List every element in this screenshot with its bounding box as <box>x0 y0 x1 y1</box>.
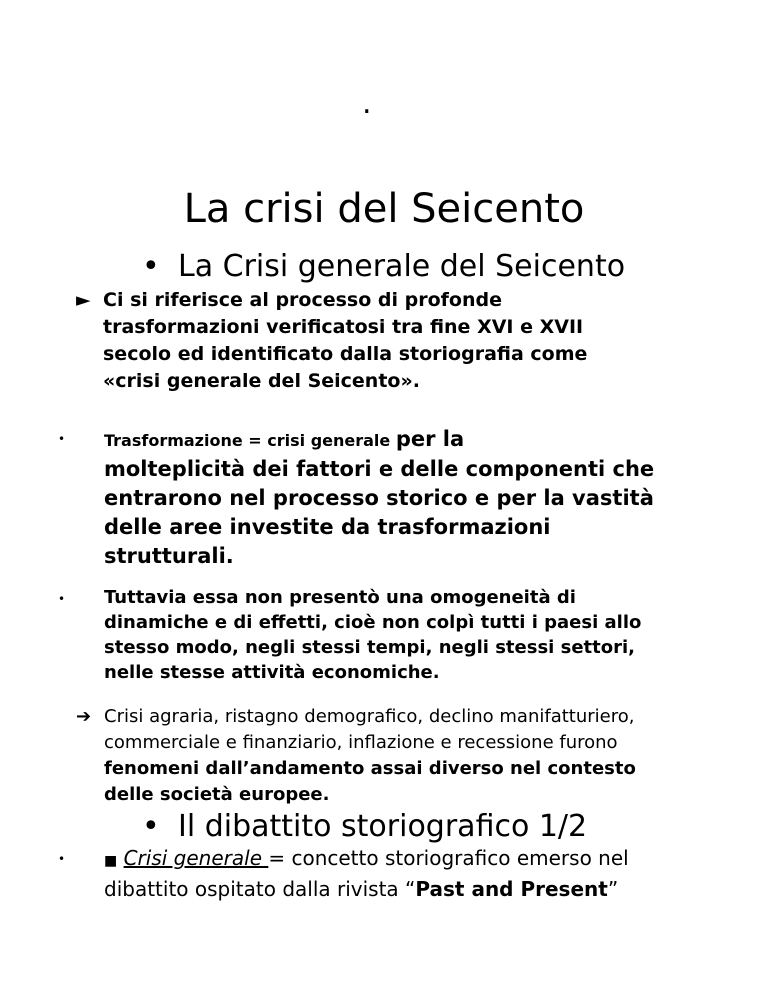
p1-line-2: trasformazioni verificatosi tra fine XVI e XVII <box>103 316 584 338</box>
heading-text: Il dibattito storiografico 1/2 <box>178 809 588 844</box>
square-bullet-icon: ■ <box>104 853 118 869</box>
journal-name: Past and Present <box>415 877 608 901</box>
page-title: La crisi del Seicento <box>183 186 585 232</box>
p2-line-1-rest: per la <box>395 427 465 451</box>
p4-line-4: delle società europee. <box>104 784 330 805</box>
p5-line-2-c: ” <box>607 877 619 901</box>
section-heading-crisi-generale <box>142 248 625 286</box>
p4-line-2: commerciale e finanziario, inflazione e recessione furono <box>104 732 618 753</box>
p1-line-3: secolo ed identificato dalla storiografia come <box>103 343 588 365</box>
paragraph-trasformazione <box>104 425 704 571</box>
p4-line-1: Crisi agraria, ristagno demografico, declino manifatturiero, <box>104 706 635 727</box>
p5-line-1-rest: = concetto storiografico emerso nel <box>268 846 629 870</box>
p4-line-3: fenomeni dall’andamento assai diverso nel contesto <box>104 758 636 779</box>
p3-line-2: dinamiche e di effetti, cioè non colpì tutti i paesi allo <box>104 612 642 633</box>
heading-bullet: • <box>142 249 160 284</box>
p5-line-2-a: dibattito ospitato dalla rivista “ <box>104 877 416 901</box>
p2-line-5: strutturali. <box>104 544 234 568</box>
p2-small-text: Trasformazione = crisi generale <box>104 431 396 450</box>
paragraph-crisi-agraria <box>76 704 746 808</box>
p2-line-3: entrarono nel processo storico e per la vastità <box>104 486 654 510</box>
triangle-marker-icon: ► <box>76 289 91 311</box>
top-dot: . <box>362 86 372 121</box>
heading-bullet: • <box>142 809 160 844</box>
p2-line-4: delle aree investite da trasformazioni <box>104 515 551 539</box>
p1-line-1: Ci si riferisce al processo di profonde <box>103 289 502 311</box>
p2-line-2: molteplicità dei fattori e delle componenti che <box>104 457 655 481</box>
p1-line-4: «crisi generale del Seicento». <box>103 370 420 392</box>
paragraph-intro <box>76 287 716 395</box>
p3-line-1: Tuttavia essa non presentò una omogeneità di <box>104 587 576 608</box>
section-heading-dibattito <box>142 808 587 846</box>
paragraph-crisi-generale-def <box>104 844 744 903</box>
p3-line-3: stesso modo, negli stessi tempi, negli stessi settori, <box>104 637 635 658</box>
p3-bullet: • <box>58 592 66 606</box>
heading-text: La Crisi generale del Seicento <box>178 249 626 284</box>
p5-term: Crisi generale <box>123 846 269 870</box>
p2-bullet: • <box>58 432 66 446</box>
p5-bullet: • <box>58 852 66 866</box>
p3-line-4: nelle stesse attività economiche. <box>104 662 440 683</box>
paragraph-tuttavia <box>104 585 704 685</box>
arrow-right-icon: ➔ <box>76 706 92 727</box>
